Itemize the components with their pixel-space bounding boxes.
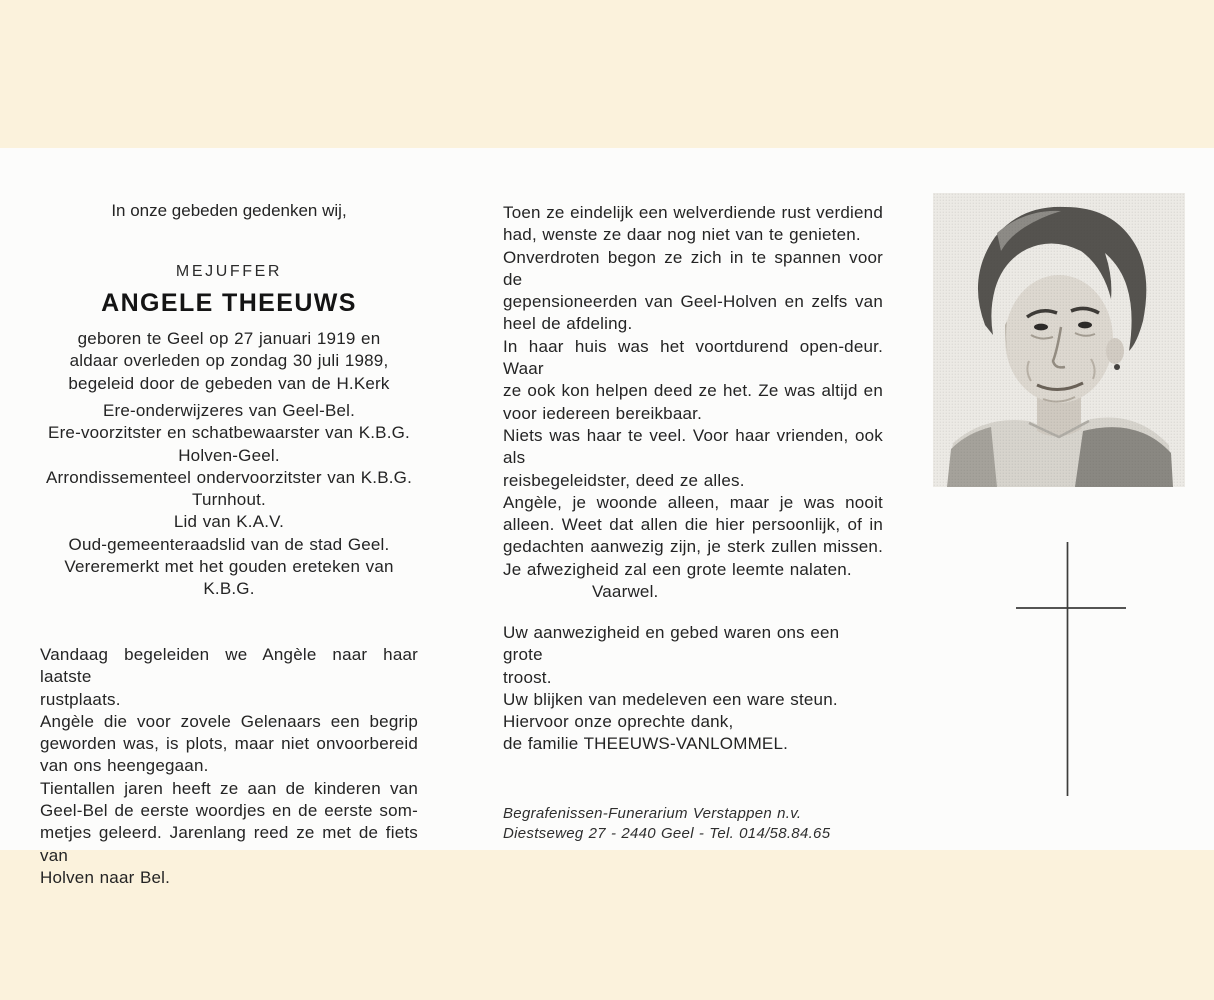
intro-line: In onze gebeden gedenken wij, bbox=[111, 201, 347, 220]
text-line: Holven-Geel. bbox=[178, 445, 280, 465]
latin-cross-icon bbox=[1010, 538, 1134, 804]
memorial-card bbox=[0, 148, 1214, 887]
eulogy-paragraph bbox=[503, 492, 883, 581]
titles-list bbox=[40, 400, 418, 601]
text-line: de familie THEEUWS-VANLOMMEL. bbox=[503, 734, 789, 754]
text-line: Geel-Bel de eerste woordjes en de eerste som- bbox=[40, 801, 418, 821]
text-line: Angèle, je woonde alleen, maar je was nooit bbox=[503, 492, 883, 512]
text-line: reisbegeleidster, deed ze alles. bbox=[503, 470, 745, 490]
portrait-photo-art bbox=[933, 193, 1185, 487]
text-line: Begrafenissen-Funerarium Verstappen n.v. bbox=[503, 805, 802, 822]
farewell-paragraph bbox=[40, 644, 418, 711]
text-line: Holven naar Bel. bbox=[40, 867, 171, 887]
text-line: geworden was, is plots, maar niet onvoorbereid bbox=[40, 734, 418, 754]
text-line: alleen. Weet dat allen die hier persoonlijk, of in bbox=[503, 515, 883, 535]
text-line: had, wenste ze daar nog niet van te genieten. bbox=[503, 225, 861, 245]
text-line: Je afwezigheid zal een grote leemte nalaten. bbox=[503, 559, 852, 579]
farewell-paragraph bbox=[40, 778, 418, 889]
text-line: Diestseweg 27 - 2440 Geel - Tel. 014/58.84.65 bbox=[503, 825, 831, 842]
text-line: ze ook kon helpen deed ze het. Ze was altijd en bbox=[503, 381, 883, 401]
text-line: geboren te Geel op 27 januari 1919 en bbox=[77, 329, 381, 348]
text-line: gedachten aanwezig zijn, je sterk zullen missen. bbox=[503, 537, 883, 557]
text-line: Onverdroten begon ze zich in te spannen voor de bbox=[503, 247, 883, 289]
text-line: heel de afdeling. bbox=[503, 314, 633, 334]
text-line: Toen ze eindelijk een welverdiende rust verdiend bbox=[503, 203, 883, 222]
text-line: rustplaats. bbox=[40, 689, 121, 709]
text-line: Oud-gemeenteraadslid van de stad Geel. bbox=[68, 534, 390, 554]
text-line: In haar huis was het voortdurend open-deur. Waar bbox=[503, 336, 883, 379]
text-line: Angèle die voor zovele Gelenaars een begrip bbox=[40, 711, 418, 731]
portrait-photo bbox=[933, 193, 1185, 487]
text-line: Ere-onderwijzeres van Geel-Bel. bbox=[102, 401, 356, 420]
text-line: Vandaag begeleiden we Angèle naar haar laatste bbox=[40, 645, 418, 687]
farewell-paragraph bbox=[40, 711, 418, 778]
eulogy-paragraph bbox=[503, 425, 883, 492]
text-line: metjes geleerd. Jarenlang reed ze met de fiets van bbox=[40, 823, 418, 865]
eulogy-paragraph bbox=[503, 247, 883, 336]
text-line: Ere-voorzitster en schatbewaarster van K.B.G. bbox=[48, 423, 410, 443]
text-line: Hiervoor onze oprechte dank, bbox=[503, 712, 734, 732]
text-line: Lid van K.A.V. bbox=[173, 512, 285, 532]
text-line: Uw aanwezigheid en gebed waren ons een grote bbox=[503, 623, 840, 665]
text-line: Turnhout. bbox=[192, 490, 266, 510]
text-line: Uw blijken van medeleven een ware steun. bbox=[503, 689, 838, 709]
eulogy-section bbox=[503, 202, 883, 603]
text-line: voor iedereen bereikbaar. bbox=[503, 403, 702, 423]
text-line: Arrondissementeel ondervoorzitster van K.B.G. bbox=[45, 467, 413, 487]
text-line: troost. bbox=[503, 667, 552, 687]
text-line: Vereremerkt met het gouden ereteken van K.B.G. bbox=[64, 557, 394, 599]
vaarwel-line: Vaarwel. bbox=[592, 582, 659, 602]
text-line: van ons heengegaan. bbox=[40, 756, 209, 776]
deceased-name: ANGELE THEEUWS bbox=[101, 289, 357, 317]
honorific: MEJUFFER bbox=[175, 263, 283, 280]
farewell-section bbox=[40, 644, 418, 889]
text-line: gepensioneerden van Geel-Holven en zelfs van bbox=[503, 292, 883, 312]
funeral-home-imprint bbox=[503, 804, 883, 844]
eulogy-paragraph bbox=[503, 336, 883, 425]
text-line: Tientallen jaren heeft ze aan de kinderen van bbox=[40, 778, 418, 798]
text-line: Niets was haar te veel. Voor haar vrienden, ook als bbox=[503, 425, 883, 468]
eulogy-paragraph bbox=[503, 202, 883, 247]
text-line: begeleid door de gebeden van de H.Kerk bbox=[68, 373, 390, 393]
thanks-section bbox=[503, 622, 883, 756]
text-line: aldaar overleden op zondag 30 juli 1989, bbox=[69, 351, 389, 371]
life-dates bbox=[40, 328, 418, 395]
